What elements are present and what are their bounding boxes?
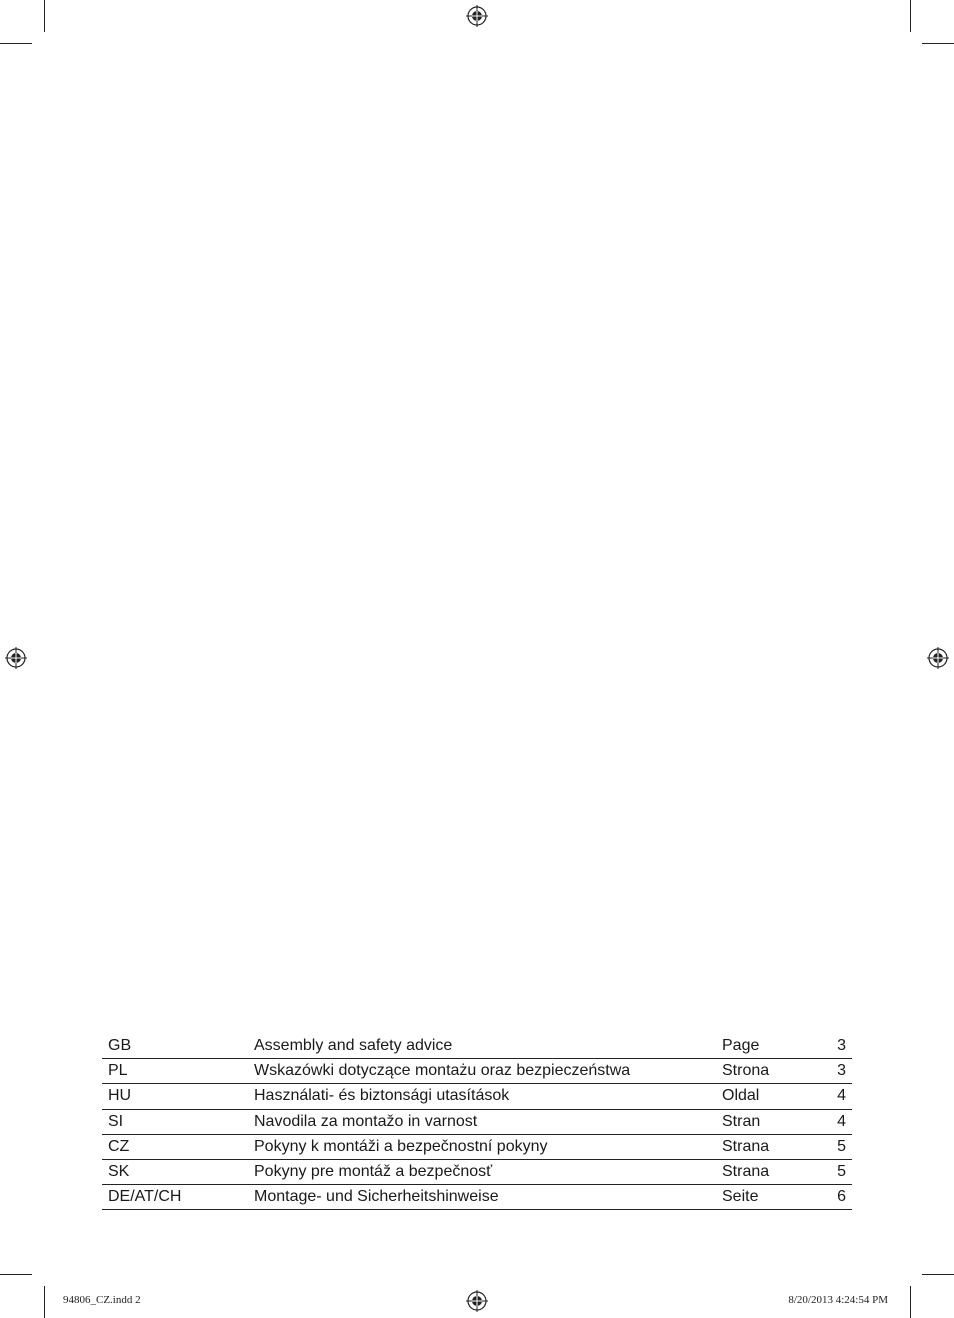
registration-target-icon — [466, 5, 488, 27]
language-code: SI — [108, 1112, 124, 1130]
table-row — [102, 1059, 852, 1084]
registration-target-icon — [5, 647, 27, 669]
page-word: Strana — [722, 1137, 770, 1155]
language-code: PL — [108, 1062, 128, 1080]
registration-target-icon — [927, 647, 949, 669]
crop-mark-bottom-left-horizontal — [0, 1274, 32, 1275]
language-code: CZ — [108, 1137, 130, 1155]
section-title: Navodila za montažo in varnost — [254, 1112, 478, 1130]
page-number: 5 — [837, 1137, 846, 1155]
language-code: HU — [108, 1087, 132, 1105]
page-number: 4 — [837, 1112, 846, 1130]
page-number: 3 — [837, 1062, 846, 1080]
page-word: Oldal — [722, 1087, 760, 1105]
section-title: Pokyny pre montáž a bezpečnosť — [254, 1163, 493, 1181]
slug-timestamp: 8/20/2013 4:24:54 PM — [788, 1294, 888, 1306]
crop-mark-top-right-horizontal — [922, 43, 954, 44]
language-contents-table — [102, 1034, 852, 1210]
page-number: 6 — [837, 1188, 846, 1206]
table-row — [102, 1034, 852, 1059]
registration-target-icon — [466, 1290, 488, 1312]
page-number: 3 — [837, 1037, 846, 1055]
crop-mark-top-right-vertical — [910, 0, 911, 32]
table-row — [102, 1134, 852, 1159]
page-word: Seite — [722, 1188, 759, 1206]
table-row — [102, 1084, 852, 1109]
section-title: Pokyny k montáži a bezpečnostní pokyny — [254, 1137, 548, 1155]
crop-mark-top-left-vertical — [44, 0, 45, 32]
page-number: 4 — [837, 1087, 846, 1105]
crop-mark-bottom-left-vertical — [44, 1286, 45, 1318]
page-word: Stran — [722, 1112, 761, 1130]
section-title: Használati- és biztonsági utasítások — [254, 1087, 510, 1105]
table-row — [102, 1159, 852, 1184]
page-word: Strana — [722, 1163, 770, 1181]
table-row — [102, 1185, 852, 1210]
page-number: 5 — [837, 1163, 846, 1181]
section-title: Montage- und Sicherheitshinweise — [254, 1188, 499, 1206]
slug-filename: 94806_CZ.indd 2 — [63, 1294, 141, 1306]
section-title: Assembly and safety advice — [254, 1037, 453, 1055]
language-code: SK — [108, 1163, 130, 1181]
language-code: DE/AT/CH — [108, 1188, 182, 1206]
crop-mark-top-left-horizontal — [0, 43, 32, 44]
language-code: GB — [108, 1037, 132, 1055]
page-word: Strona — [722, 1062, 770, 1080]
crop-mark-bottom-right-vertical — [910, 1286, 911, 1318]
section-title: Wskazówki dotyczące montażu oraz bezpieczeństwa — [254, 1062, 631, 1080]
page-word: Page — [722, 1037, 760, 1055]
crop-mark-bottom-right-horizontal — [922, 1274, 954, 1275]
table-row — [102, 1109, 852, 1134]
